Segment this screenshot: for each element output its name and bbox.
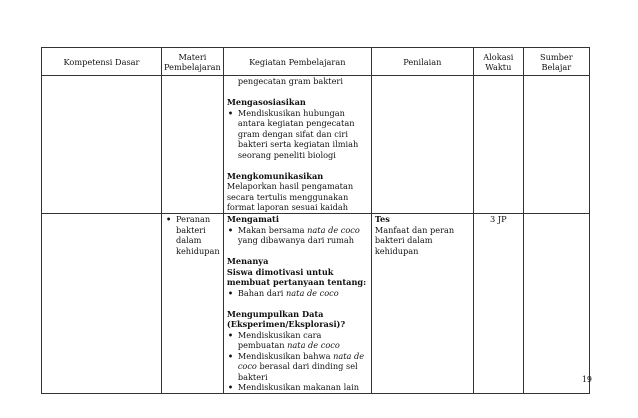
header-sumber-belajar: Sumber Belajar xyxy=(523,48,589,76)
list-item: • Makan bersama nata de coco yang dibawanya dari rumah xyxy=(227,225,368,246)
alokasi-cell: 3 JP xyxy=(473,214,523,394)
penilaian-cell xyxy=(371,76,473,214)
alokasi-cell xyxy=(473,76,523,214)
list-item: • Bahan dari nata de coco xyxy=(227,288,368,299)
materi-cell xyxy=(162,214,224,394)
section-title: Mengkomunikasikan xyxy=(226,170,324,181)
list-item: • Mendiskusikan hubungan antara kegiatan pengecatan gram dengan sifat dan ciri bakteri serta kegiatan ilmiah seorang peneliti biologi xyxy=(227,108,368,161)
kd-cell xyxy=(42,76,162,214)
header-alokasi-waktu: Alokasi Waktu xyxy=(473,48,523,76)
header-kompetensi-dasar: Kompetensi Dasar xyxy=(42,48,162,76)
table-header-row xyxy=(42,48,590,76)
kegiatan-cell xyxy=(223,76,371,214)
section-text: Melaporkan hasil pengamatan secara tertulis menggunakan format laporan sesuai kaidah xyxy=(226,181,354,212)
continuation-text: pengecatan gram bakteri xyxy=(237,76,343,86)
sumber-cell xyxy=(523,76,589,214)
section-subtitle: Siswa dimotivasi untuk membuat pertanyaan tentang: xyxy=(226,266,367,287)
section-title: Mengumpulkan Data (Eksperimen/Eksplorasi)? xyxy=(226,308,346,329)
penilaian-text: Manfaat dan peran bakteri dalam kehidupan xyxy=(374,224,455,256)
sumber-cell xyxy=(523,214,589,394)
penilaian-title: Tes xyxy=(374,214,390,224)
header-materi: Materi Pembelajaran xyxy=(162,48,224,76)
page-number: 19 xyxy=(581,375,592,384)
materi-item: • Peranan bakteri dalam kehidupan xyxy=(165,214,220,256)
lesson-plan-table xyxy=(41,47,590,394)
table-row xyxy=(42,76,590,214)
header-kegiatan: Kegiatan Pembelajaran xyxy=(223,48,371,76)
table-row xyxy=(42,214,590,394)
list-item: • Mendiskusikan bahwa nata de coco berasal dari dinding sel bakteri xyxy=(227,351,368,383)
penilaian-cell xyxy=(371,214,473,394)
kegiatan-cell xyxy=(223,214,371,394)
section-title: Mengamati xyxy=(226,214,279,224)
materi-cell xyxy=(162,76,224,214)
list-item: • Mendiskusikan cara pembuatan nata de coco xyxy=(227,330,368,351)
section-title: Menanya xyxy=(226,256,269,266)
kd-cell xyxy=(42,214,162,394)
header-penilaian: Penilaian xyxy=(371,48,473,76)
list-item: • Mendiskusikan makanan lain xyxy=(227,382,368,393)
section-title: Mengasosiasikan xyxy=(226,97,306,107)
